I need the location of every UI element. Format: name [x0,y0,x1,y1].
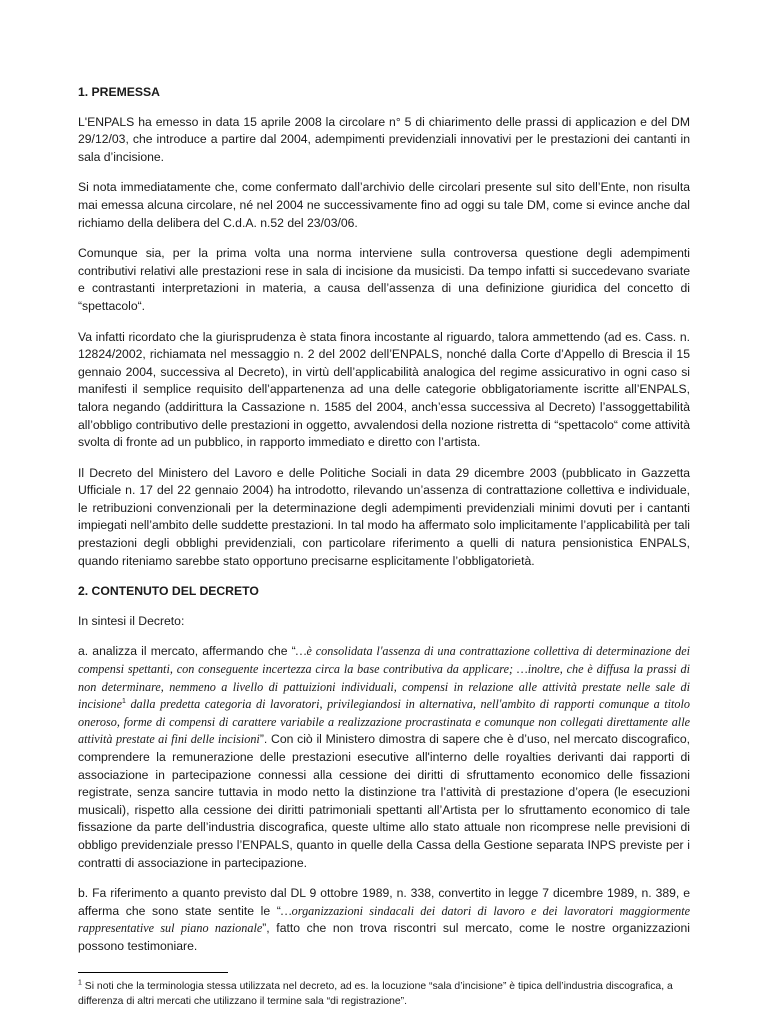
paragraph: Si nota immediatamente che, come confermato dall’archivio delle circolari presente sul sito dell’Ente, non risulta mai emessa alcuna circolare, né nel 2004 ne successivamente fino ad oggi su tale DM, come si evince anche dal richiamo della delibera del C.d.A. n.52 del 23/03/06. [78,180,690,230]
paragraph: Il Decreto del Ministero del Lavoro e delle Politiche Sociali in data 29 dicembre 2003 (pubblicato in Gazzetta Ufficiale n. 17 del 22 gennaio 2004) ha introdotto, rilevando un’assenza di contrattazione collettiva e individuale, le retribuzioni convenzionali per la determinazione degli adempimenti previdenziali minimi dovuti per i cantanti impiegati nell’ambito delle suddette prestazioni. In tal modo ha affermato solo implicitamente l’applicabilità per tali prestazioni degli obblighi previdenziali, con particolare riferimento a quelli di natura pensionistica ENPALS, quando riteniamo sarebbe stato opportuno precisarne esplicitamente l’obbligatorietà. [78,465,690,568]
section-1-heading: 1. PREMESSA [78,85,160,99]
item-a-text: ”. Con ciò il Ministero dimostra di sapere che è d’uso, nel mercato discografico, comprendere la remunerazione delle prestazioni esecutive all'interno delle royalties derivanti dai rapporti di associazione in partecipazione connessi alla cessione dei diritti di sfruttamento economico delle fissazioni registrate, senza sancire tuttavia in modo netto la distinzione tra l’attività di prestazione d’opera (le esecuzioni musicali), rispetto alla cessione dei diritti patrimoniali spettanti all’Artista per lo sfruttamento economico di tale fissazione da parte dell’industria discografica, queste ultime allo stato attuale non ricomprese nelle previsioni di obbligo previdenziale presso l’ENPALS, quanto in quelle della Cassa della Gestione separata INPS previste per i contratti di associazione in partecipazione. [78,732,690,870]
document-page [78,84,690,1009]
list-item-b [78,885,690,955]
item-a-quote: …è consolidata l'assenza di una contrattazione collettiva di determinazione dei compensi spettanti, con conseguente incertezza circa la base contributiva da applicare; …inoltre, che è diffusa la prassi di non determinare, nemmeno a livello di pattuizioni individuali, compensi in relazione alle attività prestate nelle sale di incisione [78,644,690,712]
section-2-heading: 2. CONTENUTO DEL DECRETO [78,584,259,599]
item-b-quote: …organizzazioni sindacali dei datori di lavoro e dei lavoratori maggiormente rappresentative sul piano nazionale [78,903,690,936]
item-b-text: ”, fatto che non trova riscontri sul mercato, come le nostre organizzazioni possono testimoniare. [78,921,690,953]
paragraph: In sintesi il Decreto: [78,613,185,628]
paragraph: Comunque sia, per la prima volta una norma interviene sulla controversa questione degli adempimenti contributivi relativi alle prestazioni rese in sala di incisione da musicisti. Da tempo infatti si succedevano svariate e contrastanti interpretazioni in materia, a causa dell’assenza di una definizione giuridica del concetto di “spettacolo“. [78,246,690,313]
footnote-mark: 1 [78,979,82,987]
footnote-reference[interactable]: 1 [122,698,126,706]
item-a-lead: a. analizza il mercato, affermando che “ [78,644,296,659]
item-b-lead: b. Fa riferimento a quanto previsto dal DL 9 ottobre 1989, n. 338, convertito in legge 7 dicembre 1989, n. 389, e afferma che sono state sentite le “ [78,886,690,918]
list-item-a [78,643,690,872]
item-a-quote-cont: dalla predetta categoria di lavoratori, privilegiandosi in alternativa, nell'ambito di rapporti comunque a titolo oneroso, forme di compensi di carattere variabile a realizzazione procrastinata e comunque non collegati direttamente alle attività prestate ai fini delle incisioni [78,697,690,747]
paragraph: L'ENPALS ha emesso in data 15 aprile 2008 la circolare n° 5 di chiarimento delle prassi di applicazion e del DM 29/12/03, che introduce a partire dal 2004, adempimenti previdenziali innovativi per le prestazioni dei cantanti in sala d’incisione. [78,114,690,164]
paragraph: Va infatti ricordato che la giurisprudenza è stata finora incostante al riguardo, talora ammettendo (ad es. Cass. n. 12824/2002, richiamata nel messaggio n. 2 del 2002 dell’ENPALS, nonché dalla Corte d’Appello di Brescia il 15 gennaio 2004, successiva al Decreto), in virtù dell’applicabilità analogica del regime assicurativo in ogni caso si manifesti il semplice requisito dell’appartenenza ad una delle categorie obbligatoriamente iscritte all’ENPALS, talora negando (addirittura la Cassazione n. 1585 del 2004, anch’essa successiva al Decreto) l’assoggettabilità all’obbligo contributivo delle prestazioni in oggetto, avvalendosi della nozione ristretta di “spettacolo“ come attività svolta di fronte ad un pubblico, in rapporto immediato e diretto con l’artista. [78,329,690,450]
footnote-text: Si noti che la terminologia stessa utilizzata nel decreto, ad es. la locuzione “sala d’incisione” è tipica dell’industria discografica, a differenza di altri mercati che utilizzano il termine sala “di registrazione”. [78,980,673,1007]
footnote-divider [78,972,228,973]
